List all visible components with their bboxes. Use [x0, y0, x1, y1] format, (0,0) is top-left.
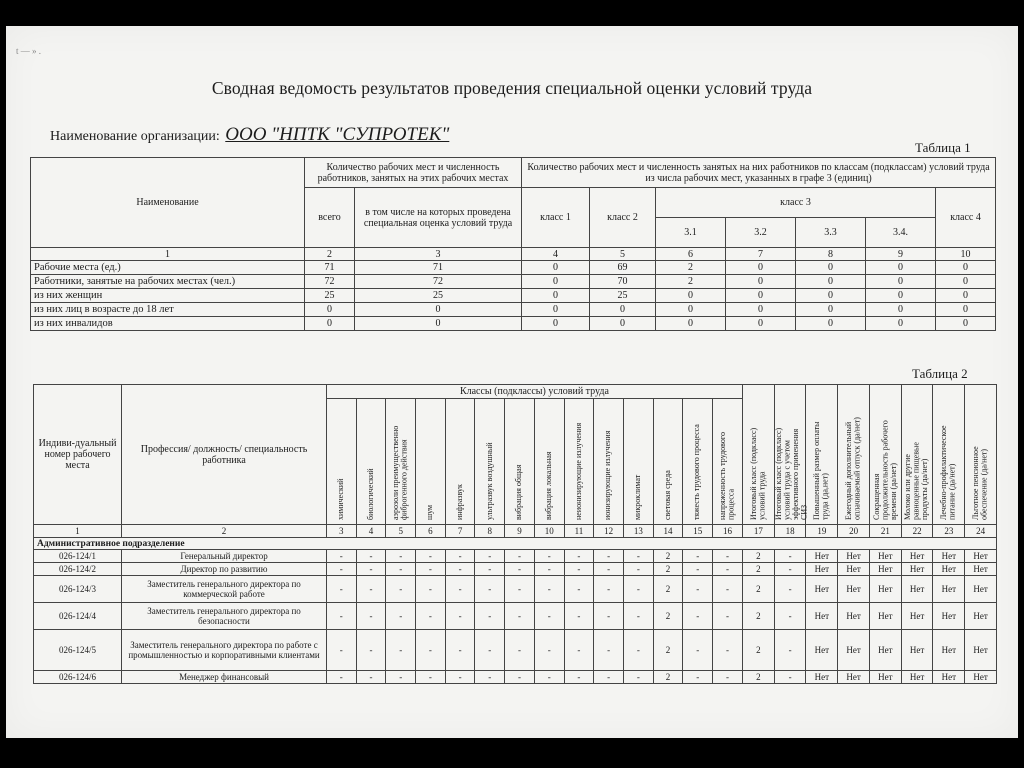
t2-cell: Нет	[869, 576, 901, 603]
t2-cell: -	[564, 563, 594, 576]
workplace-id: 026-124/3	[34, 576, 122, 603]
t2-header-factor: химический	[326, 399, 356, 525]
t2-cell: -	[445, 630, 475, 671]
t2-cell: Нет	[869, 671, 901, 684]
t2-cell: Нет	[933, 576, 965, 603]
t1-row-label: Работники, занятые на рабочих местах (чел.)	[31, 275, 305, 289]
t2-cell: -	[534, 630, 564, 671]
table-row	[34, 671, 997, 684]
t2-header-extra: Итоговый класс (подкласс) условий труда с учетом эффективного применения СИЗ	[774, 385, 806, 525]
table2-label: Таблица 2	[912, 366, 968, 381]
t2-cell: Нет	[838, 563, 870, 576]
t1-cell: 0	[796, 261, 866, 275]
t2-cell: -	[774, 671, 806, 684]
t2-cell: -	[445, 550, 475, 563]
t1-cell: 0	[936, 261, 996, 275]
t2-cell: -	[713, 550, 743, 563]
t1-header-places: Количество рабочих мест и численность работников, занятых на этих рабочих местах	[305, 158, 522, 188]
t2-cell: -	[594, 671, 624, 684]
t2-cell: -	[445, 563, 475, 576]
t2-cell: -	[326, 671, 356, 684]
t1-column-number: 8	[796, 248, 866, 261]
t1-cell: 25	[355, 289, 522, 303]
t2-header-factor: аэрозоли преимущественно фиброгенного действия	[386, 399, 416, 525]
t2-cell: -	[564, 576, 594, 603]
t2-column-number: 23	[933, 525, 965, 538]
t2-cell: -	[475, 563, 505, 576]
t1-header-sub: 3.3	[796, 218, 866, 248]
t2-cell: -	[534, 563, 564, 576]
workplace-id: 026-124/6	[34, 671, 122, 684]
t2-cell: -	[713, 563, 743, 576]
t2-cell: -	[774, 550, 806, 563]
t1-column-number: 9	[866, 248, 936, 261]
table-row	[34, 563, 997, 576]
document-title: Сводная ведомость результатов проведения специальной оценки условий труда	[211, 78, 813, 98]
table-row	[31, 289, 996, 303]
t2-cell: 2	[653, 630, 683, 671]
t2-cell: -	[505, 603, 535, 630]
t1-cell: 71	[305, 261, 355, 275]
t1-cell: 0	[936, 303, 996, 317]
t1-header-sub: 3.4.	[866, 218, 936, 248]
t1-cell: 72	[355, 275, 522, 289]
profession-name: Заместитель генерального директора по коммерческой работе	[122, 576, 327, 603]
t2-cell: -	[623, 576, 653, 603]
t2-header-factor: вибрация локальная	[534, 399, 564, 525]
t1-header-name: Наименование	[31, 158, 305, 248]
t2-column-numbers	[34, 525, 997, 538]
profession-name: Генеральный директор	[122, 550, 327, 563]
profession-name: Менеджер финансовый	[122, 671, 327, 684]
t2-column-number: 19	[806, 525, 838, 538]
profession-name: Заместитель генерального директора по безопасности	[122, 603, 327, 630]
t2-cell: Нет	[901, 671, 933, 684]
t1-cell: 0	[656, 317, 726, 331]
t2-cell: 2	[653, 671, 683, 684]
t2-header-extra: Льготное пенсионное обеспечение (да/нет)	[965, 385, 997, 525]
t2-column-number: 2	[122, 525, 327, 538]
t2-cell: -	[475, 603, 505, 630]
t2-cell: -	[774, 563, 806, 576]
t1-cell: 0	[355, 317, 522, 331]
t2-cell: -	[505, 550, 535, 563]
t2-cell: -	[564, 630, 594, 671]
t2-cell: -	[475, 671, 505, 684]
t2-header-factor: инфразвук	[445, 399, 475, 525]
t1-column-number: 7	[726, 248, 796, 261]
t2-header-factor: неионизирующие излучения	[564, 399, 594, 525]
profession-name: Директор по развитию	[122, 563, 327, 576]
t2-cell: Нет	[838, 630, 870, 671]
t2-header-extra: Молоко или другие равноценные пищевые продукты (да/нет)	[901, 385, 933, 525]
t1-cell: 72	[305, 275, 355, 289]
t1-cell: 0	[796, 317, 866, 331]
t2-cell: -	[416, 630, 446, 671]
t2-column-number: 14	[653, 525, 683, 538]
t2-cell: Нет	[838, 671, 870, 684]
table1-label: Таблица 1	[915, 140, 971, 155]
t1-column-numbers	[31, 248, 996, 261]
table-row	[34, 630, 997, 671]
t2-cell: Нет	[901, 603, 933, 630]
t2-column-number: 24	[965, 525, 997, 538]
t2-cell: 2	[653, 550, 683, 563]
t2-column-number: 20	[838, 525, 870, 538]
table-row	[31, 261, 996, 275]
workplace-id: 026-124/5	[34, 630, 122, 671]
t2-cell: -	[386, 563, 416, 576]
t2-cell: -	[356, 550, 386, 563]
t1-cell: 0	[726, 317, 796, 331]
t2-cell: -	[683, 671, 713, 684]
t2-cell: -	[683, 630, 713, 671]
t2-cell: Нет	[838, 603, 870, 630]
t2-cell: Нет	[806, 671, 838, 684]
t2-header-factor: шум	[416, 399, 446, 525]
t1-cell: 0	[522, 317, 590, 331]
t2-column-number: 1	[34, 525, 122, 538]
t2-column-number: 4	[356, 525, 386, 538]
t2-cell: Нет	[806, 550, 838, 563]
t2-cell: -	[416, 603, 446, 630]
t2-cell: -	[416, 671, 446, 684]
t1-cell: 69	[590, 261, 656, 275]
t2-column-number: 16	[713, 525, 743, 538]
t2-column-number: 12	[594, 525, 624, 538]
t1-cell: 0	[656, 303, 726, 317]
t2-column-number: 10	[534, 525, 564, 538]
t2-header-classes: Классы (подклассы) условий труда	[326, 385, 742, 399]
t1-cell: 0	[656, 289, 726, 303]
t1-cell: 0	[796, 289, 866, 303]
t1-cell: 0	[726, 289, 796, 303]
t2-header-extra: Ежегодный дополнительный оплачиваемый отпуск (да/нет)	[838, 385, 870, 525]
t2-header-factor: биологический	[356, 399, 386, 525]
table-row	[31, 303, 996, 317]
t2-cell: Нет	[933, 630, 965, 671]
t1-row-label: из них лиц в возрасте до 18 лет	[31, 303, 305, 317]
t1-header-class2: класс 2	[590, 188, 656, 248]
t2-cell: 2	[653, 563, 683, 576]
t2-column-number: 11	[564, 525, 594, 538]
t2-column-number: 6	[416, 525, 446, 538]
t1-cell: 0	[590, 317, 656, 331]
t2-cell: -	[713, 576, 743, 603]
t2-cell: -	[623, 563, 653, 576]
t2-cell: Нет	[806, 563, 838, 576]
t1-cell: 0	[590, 303, 656, 317]
t2-cell: -	[505, 671, 535, 684]
t1-cell: 25	[590, 289, 656, 303]
t2-cell: -	[326, 550, 356, 563]
t2-cell: -	[683, 550, 713, 563]
t2-cell: -	[356, 563, 386, 576]
organization-line	[50, 124, 449, 146]
t2-cell: -	[386, 603, 416, 630]
t2-cell: -	[623, 630, 653, 671]
table-row	[31, 275, 996, 289]
t2-header-factor: ультразвук воздушный	[475, 399, 505, 525]
t2-cell: Нет	[869, 550, 901, 563]
workplace-id: 026-124/1	[34, 550, 122, 563]
workplaces-table	[33, 384, 997, 684]
t2-cell: -	[326, 603, 356, 630]
t1-header-class1: класс 1	[522, 188, 590, 248]
t2-header-factor: световая среда	[653, 399, 683, 525]
t2-cell: Нет	[965, 576, 997, 603]
t1-cell: 71	[355, 261, 522, 275]
t1-column-number: 2	[305, 248, 355, 261]
t1-header-sub: 3.2	[726, 218, 796, 248]
t2-cell: -	[386, 576, 416, 603]
t2-cell: -	[505, 563, 535, 576]
t1-row-label: Рабочие места (ед.)	[31, 261, 305, 275]
t1-cell: 0	[726, 275, 796, 289]
t2-header-factor: микроклимат	[623, 399, 653, 525]
t2-cell: -	[326, 563, 356, 576]
t2-column-number: 3	[326, 525, 356, 538]
t2-cell: -	[683, 563, 713, 576]
t1-cell: 0	[866, 289, 936, 303]
section-row	[34, 538, 997, 550]
t2-column-number: 8	[475, 525, 505, 538]
t1-cell: 0	[305, 317, 355, 331]
t2-header-extra: Сокращенная продолжительность рабочего времени (да/нет)	[869, 385, 901, 525]
t1-cell: 0	[355, 303, 522, 317]
t2-cell: -	[326, 576, 356, 603]
t2-cell: -	[475, 630, 505, 671]
t2-cell: 2	[742, 550, 774, 563]
t2-cell: Нет	[806, 630, 838, 671]
t2-cell: -	[416, 563, 446, 576]
profession-name: Заместитель генерального директора по работе с промышленностью и корпоративными клиентами	[122, 630, 327, 671]
t1-cell: 0	[726, 303, 796, 317]
t1-cell: 0	[522, 303, 590, 317]
t2-column-number: 5	[386, 525, 416, 538]
t1-header-classes: Количество рабочих мест и численность занятых на них работников по классам (подклассам) условий труда из числа рабочих мест, указанных в графе 3 (единиц)	[522, 158, 996, 188]
t1-cell: 0	[866, 275, 936, 289]
t2-cell: -	[356, 630, 386, 671]
t2-cell: -	[594, 576, 624, 603]
t2-cell: Нет	[901, 550, 933, 563]
t1-header-sub: 3.1	[656, 218, 726, 248]
t2-cell: 2	[742, 576, 774, 603]
table-row	[34, 576, 997, 603]
t2-cell: Нет	[933, 603, 965, 630]
t1-column-number: 1	[31, 248, 305, 261]
t2-cell: Нет	[838, 576, 870, 603]
t2-header-profession: Профессия/ должность/ специальность работника	[122, 385, 327, 525]
t2-cell: Нет	[901, 630, 933, 671]
t2-cell: -	[445, 576, 475, 603]
t2-header-factor: тяжесть трудового процесса	[683, 399, 713, 525]
t1-column-number: 3	[355, 248, 522, 261]
t1-header-class3: класс 3	[656, 188, 936, 218]
t2-cell: -	[356, 576, 386, 603]
margin-note: t — » .	[16, 46, 42, 56]
t2-header-extra: Лечебно-профилактическое питание (да/нет)	[933, 385, 965, 525]
t2-cell: Нет	[806, 603, 838, 630]
t2-cell: 2	[653, 576, 683, 603]
t2-column-number: 18	[774, 525, 806, 538]
t1-header-assessed: в том числе на которых проведена специальная оценка условий труда	[355, 188, 522, 248]
t2-column-number: 17	[742, 525, 774, 538]
t2-column-number: 9	[505, 525, 535, 538]
t2-cell: -	[774, 603, 806, 630]
t2-cell: -	[416, 576, 446, 603]
t2-cell: -	[445, 603, 475, 630]
t1-cell: 0	[796, 303, 866, 317]
t2-cell: -	[564, 550, 594, 563]
t2-cell: Нет	[901, 576, 933, 603]
t1-column-number: 10	[936, 248, 996, 261]
organization-label: Наименование организации:	[50, 129, 220, 144]
section-title: Административное подразделение	[34, 538, 997, 550]
t2-cell: -	[594, 603, 624, 630]
t2-cell: -	[326, 630, 356, 671]
t1-cell: 0	[726, 261, 796, 275]
t1-cell: 0	[522, 289, 590, 303]
t1-column-number: 6	[656, 248, 726, 261]
summary-table	[30, 157, 996, 331]
t2-cell: Нет	[933, 671, 965, 684]
t2-cell: -	[505, 630, 535, 671]
t2-cell: -	[534, 550, 564, 563]
t2-cell: -	[683, 576, 713, 603]
workplace-id: 026-124/4	[34, 603, 122, 630]
t2-cell: 2	[742, 603, 774, 630]
t1-column-number: 4	[522, 248, 590, 261]
t2-cell: -	[386, 630, 416, 671]
t2-cell: -	[623, 671, 653, 684]
t1-cell: 0	[936, 289, 996, 303]
t2-cell: -	[713, 630, 743, 671]
t2-cell: Нет	[965, 550, 997, 563]
t1-cell: 0	[866, 317, 936, 331]
t2-cell: 2	[653, 603, 683, 630]
workplace-id: 026-124/2	[34, 563, 122, 576]
t2-cell: -	[594, 563, 624, 576]
t1-cell: 2	[656, 275, 726, 289]
t1-header-total: всего	[305, 188, 355, 248]
t2-cell: Нет	[965, 603, 997, 630]
t2-cell: -	[475, 550, 505, 563]
t2-cell: -	[713, 603, 743, 630]
table-row	[34, 603, 997, 630]
t2-cell: -	[683, 603, 713, 630]
t2-cell: Нет	[869, 603, 901, 630]
t1-header-class4: класс 4	[936, 188, 996, 248]
t2-cell: -	[356, 671, 386, 684]
t2-cell: -	[594, 630, 624, 671]
t2-cell: -	[713, 671, 743, 684]
t2-cell: -	[416, 550, 446, 563]
t1-cell: 70	[590, 275, 656, 289]
t2-cell: -	[386, 671, 416, 684]
t2-column-number: 22	[901, 525, 933, 538]
t1-cell: 0	[522, 261, 590, 275]
organization-name: ООО "НПТК "СУПРОТЕК"	[225, 124, 450, 145]
t2-cell: -	[774, 630, 806, 671]
t2-cell: -	[623, 603, 653, 630]
t2-cell: Нет	[869, 563, 901, 576]
t2-cell: -	[386, 550, 416, 563]
t2-header-extra: Повышенный размер оплаты труда (да,нет)	[806, 385, 838, 525]
t2-column-number: 13	[623, 525, 653, 538]
t1-cell: 0	[936, 275, 996, 289]
t2-cell: Нет	[901, 563, 933, 576]
t2-cell: -	[623, 550, 653, 563]
t2-cell: -	[475, 576, 505, 603]
t1-cell: 25	[305, 289, 355, 303]
t1-cell: 0	[866, 303, 936, 317]
t1-cell: 0	[305, 303, 355, 317]
t2-cell: -	[594, 550, 624, 563]
t2-column-number: 15	[683, 525, 713, 538]
t1-row-label: из них женщин	[31, 289, 305, 303]
t1-column-number: 5	[590, 248, 656, 261]
t2-cell: Нет	[965, 563, 997, 576]
t2-cell: -	[564, 603, 594, 630]
t1-cell: 2	[656, 261, 726, 275]
t2-cell: Нет	[933, 563, 965, 576]
t2-cell: -	[445, 671, 475, 684]
t1-row-label: из них инвалидов	[31, 317, 305, 331]
t2-header-factor: напряженность трудового процесса	[713, 399, 743, 525]
t2-cell: -	[356, 603, 386, 630]
t2-column-number: 21	[869, 525, 901, 538]
t2-header-factor: ионизирующие излучения	[594, 399, 624, 525]
t2-cell: Нет	[869, 630, 901, 671]
t2-cell: Нет	[965, 630, 997, 671]
t2-header-factor: вибрация общая	[505, 399, 535, 525]
t2-cell: Нет	[965, 671, 997, 684]
t2-cell: -	[505, 576, 535, 603]
t2-cell: Нет	[933, 550, 965, 563]
t2-cell: 2	[742, 671, 774, 684]
t2-cell: 2	[742, 563, 774, 576]
t2-header-extra: Итоговый класс (подкласс) условий труда	[742, 385, 774, 525]
t2-header-id: Индиви-дуальный номер рабочего места	[34, 385, 122, 525]
table-row	[34, 550, 997, 563]
t1-cell: 0	[866, 261, 936, 275]
t1-cell: 0	[936, 317, 996, 331]
t2-cell: -	[534, 671, 564, 684]
t2-cell: -	[564, 671, 594, 684]
t2-cell: -	[534, 603, 564, 630]
t2-cell: Нет	[838, 550, 870, 563]
t2-cell: Нет	[806, 576, 838, 603]
t2-cell: -	[534, 576, 564, 603]
t1-cell: 0	[522, 275, 590, 289]
t2-cell: -	[774, 576, 806, 603]
t2-column-number: 7	[445, 525, 475, 538]
t2-cell: 2	[742, 630, 774, 671]
t1-cell: 0	[796, 275, 866, 289]
table-row	[31, 317, 996, 331]
